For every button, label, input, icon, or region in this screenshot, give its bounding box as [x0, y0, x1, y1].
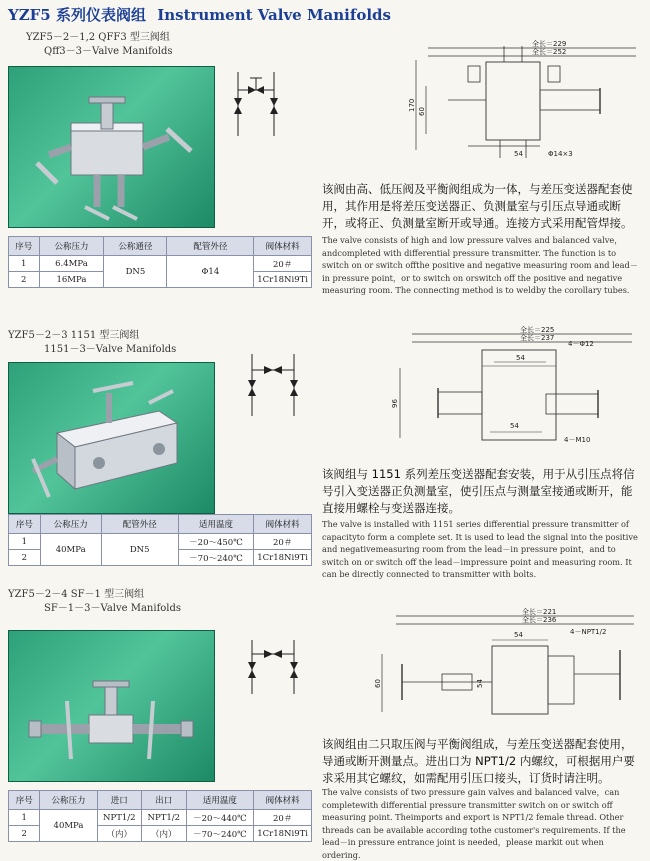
s2-dim-w2: 54	[510, 422, 519, 430]
table-cell: （内）	[142, 826, 187, 842]
table-cell: －70～240℃	[178, 550, 254, 566]
section2-description-en: The valve is installed with 1151 series differential pressure transmitter of capacityto form a complete set. It is used to lead the signal into the positive and negativemeasuring room from the lead－in pressure point，and to switch on or switch off the lead－impressure point and measuring room. It can be directly connected to transmitter with bolts.	[322, 519, 638, 579]
section3-schematic	[232, 636, 314, 698]
section3-model-cn: YZF5－2－4 SF－1 型三阀组	[8, 589, 145, 600]
valve-photo-icon	[9, 631, 214, 781]
table-cell: －70～240℃	[186, 826, 254, 842]
table-cell-material: 20＃	[254, 256, 312, 272]
table-header-row	[9, 791, 312, 810]
table-cell: 20＃	[254, 534, 312, 550]
table-cell: （内）	[97, 826, 142, 842]
table-row	[9, 534, 312, 550]
table-cell: 6.4MPa	[39, 256, 104, 272]
table-cell: 2	[9, 826, 40, 842]
section1-model-cn: YZF5－2－1,2 QFF3 型三阀组	[26, 32, 170, 43]
col-header: 配管外径	[101, 515, 178, 534]
section3-description-en: The valve consists of two pressure gain valves and balanced valve，can completewith differential pressure transmitter switch on or switch off measuring point. Theimports and export is NPT1/2 female thread. Other threads can be available according tothe customer's requirements. If the lead－in pressure entrance joint is needed，please markit out when ordering.	[322, 787, 626, 860]
s1-dim-total-a: 全长＝229	[532, 40, 567, 48]
s3-dim-w: 54	[514, 631, 523, 639]
s3-dim-total-a: 全长＝221	[522, 608, 557, 616]
section1-product-photo	[8, 66, 215, 228]
section2-product-photo	[8, 362, 215, 514]
table-cell: 2	[9, 550, 41, 566]
s3-dim-h1: 60	[374, 679, 382, 688]
section2-schematic	[232, 350, 314, 420]
col-header: 序号	[9, 791, 40, 810]
col-header: 公称通径	[104, 237, 167, 256]
table-cell: 2	[9, 272, 40, 288]
table-row	[9, 256, 312, 272]
table-cell-material: 1Cr18Ni9Ti	[254, 272, 312, 288]
table-cell-dn: DN5	[101, 534, 178, 566]
col-header: 适用温度	[186, 791, 254, 810]
table-cell: 1	[9, 256, 40, 272]
section2-description-cn: 该阀组与 1151 系列差压变送器配套安装，用于从引压点将信号引入变送器正负测量室，使引压点与测量室接通或断开，能直接用螺栓与变送器连接。	[322, 467, 635, 515]
table-cell: NPT1/2	[142, 810, 187, 826]
s1-dim-h2: 60	[418, 107, 426, 116]
col-header: 公称压力	[40, 791, 97, 810]
col-header: 阀体材料	[254, 791, 312, 810]
table-cell: 20＃	[254, 810, 312, 826]
table-cell-dn: DN5	[104, 256, 167, 288]
col-header: 公称压力	[39, 237, 104, 256]
table-header-row	[9, 237, 312, 256]
table-row	[9, 810, 312, 826]
table-cell: NPT1/2	[97, 810, 142, 826]
section3-spec-table	[8, 790, 312, 842]
table-cell-pressure: 40MPa	[40, 810, 97, 842]
s3-dim-thread: 4－NPT1/2	[570, 628, 607, 636]
section1-spec-table	[8, 236, 312, 288]
section1-model-en: Qff3－3－Valve Manifolds	[44, 46, 173, 57]
section2-model-cn: YZF5－2－3 1151 型三阀组	[8, 330, 140, 341]
s3-dim-h2: 54	[476, 679, 484, 688]
col-header: 阀体材料	[254, 515, 312, 534]
table-cell: 1Cr18Ni9Ti	[254, 550, 312, 566]
s1-dim-w: 54	[514, 150, 523, 158]
section2-spec-table	[8, 514, 312, 566]
section1-description-en: The valve consists of high and low pressure valves and balanced valve，andcompleted with differential pressure transmitter. The function is to switch on or switch offthe positive and negative measuring room and lead－in pressure point，or to switch on orswitch off the positive and negative measuring room. The connecting method is to weldby the corollary tubes.	[322, 235, 638, 295]
section2-dimension-drawing	[382, 322, 642, 448]
s2-dim-holes: 4－Φ12	[568, 340, 594, 348]
col-header: 序号	[9, 237, 40, 256]
table-cell: －20～440℃	[186, 810, 254, 826]
section3-description-cn: 该阀组由二只取压阀与平衡阀组成，与差压变送器配套使用，导通或断开测量点。进出口为 NPT1/2 内螺纹，可根据用户要求采用其它螺纹，如需配用引压口接头，订货时请注明。	[322, 737, 635, 785]
section3-model-en: SF－1－3－Valve Manifolds	[44, 603, 182, 614]
table-cell: 1	[9, 534, 41, 550]
col-header: 出口	[142, 791, 187, 810]
s1-dim-h1: 170	[408, 98, 416, 112]
col-header: 阀体材料	[254, 237, 312, 256]
section1-description-cn: 该阀由高、低压阀及平衡阀组成为一体，与差压变送器配套使用，其作用是将差压变送器正、负测量室与引压点导通或断开，或将正、负测量室断开或导通。连接方式采用配管焊接。	[322, 182, 633, 230]
valve-photo-icon	[9, 363, 214, 513]
s2-dim-total-b: 全长＝237	[520, 334, 555, 342]
table-cell: －20～450℃	[178, 534, 254, 550]
s2-dim-total-a: 全长＝225	[520, 326, 555, 334]
s2-dim-thread: 4－M10	[564, 436, 591, 444]
col-header: 进口	[97, 791, 142, 810]
table-cell-pressure: 40MPa	[40, 534, 101, 566]
section2-model-en: 1151－3－Valve Manifolds	[44, 344, 177, 355]
page-header	[8, 4, 391, 25]
table-cell: 16MPa	[39, 272, 104, 288]
s3-dim-total-b: 全长＝236	[522, 616, 557, 624]
valve-photo-icon	[9, 67, 214, 227]
table-cell: 1Cr18Ni9Ti	[254, 826, 312, 842]
header-title-en: Instrument Valve Manifolds	[157, 6, 391, 24]
table-cell-pipe: Φ14	[167, 256, 254, 288]
section3-dimension-drawing	[372, 604, 642, 728]
col-header: 序号	[9, 515, 41, 534]
table-cell: 1	[9, 810, 40, 826]
s2-dim-w1: 54	[516, 354, 525, 362]
col-header: 适用温度	[178, 515, 254, 534]
table-header-row	[9, 515, 312, 534]
header-title-cn: YZF5 系列仪表阀组	[8, 6, 146, 24]
s1-dim-total-b: 全长＝252	[532, 48, 567, 56]
section3-product-photo	[8, 630, 215, 782]
col-header: 配管外径	[167, 237, 254, 256]
section1-schematic	[222, 68, 290, 140]
col-header: 公称压力	[40, 515, 101, 534]
s2-dim-h1: 96	[391, 399, 399, 408]
s1-dim-bore: Φ14×3	[548, 150, 573, 158]
section1-dimension-drawing	[408, 34, 644, 162]
